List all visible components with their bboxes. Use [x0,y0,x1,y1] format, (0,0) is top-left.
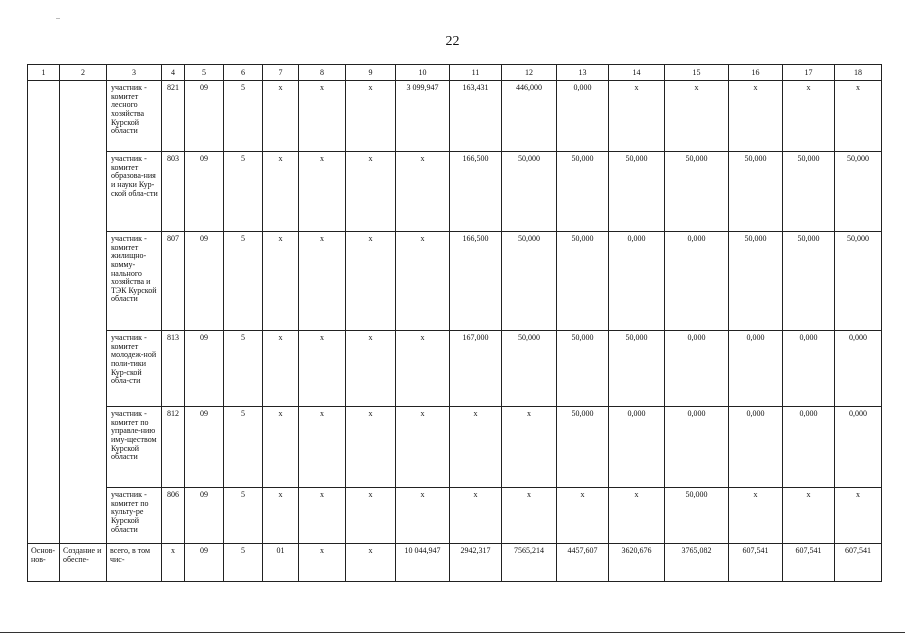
table-cell: 50,000 [665,152,729,232]
merged-col-1 [28,81,60,544]
table-cell: 09 [185,232,224,331]
column-header-3: 3 [107,65,162,81]
total-row [28,544,882,582]
participant-label: участник - комитет по управле-нию иму-ществом Курской области [107,407,162,488]
table-cell: х [299,331,346,407]
merged-col-2 [60,81,107,544]
table-cell: 0,000 [729,331,783,407]
table-cell: 50,000 [729,152,783,232]
table-cell: х [396,331,450,407]
table-cell: 806 [162,488,185,544]
table-cell: 50,000 [609,331,665,407]
column-header-13: 13 [557,65,609,81]
column-header-2: 2 [60,65,107,81]
table-row [28,81,882,152]
participant-label: участник - комитет молодеж-ной поли-тики Кур-ской обла-сти [107,331,162,407]
table-cell: 09 [185,544,224,582]
table-cell: х [835,81,882,152]
table-cell: 50,000 [557,331,609,407]
column-header-15: 15 [665,65,729,81]
table-cell: х [299,232,346,331]
column-header-14: 14 [609,65,665,81]
table-cell: 0,000 [665,232,729,331]
table-cell: х [396,488,450,544]
table-cell: х [783,81,835,152]
table-cell: 09 [185,81,224,152]
budget-table [27,64,882,582]
table-cell: 3620,676 [609,544,665,582]
table-cell: х [299,152,346,232]
total-row-col1: Основ-нов- [28,544,60,582]
column-header-5: 5 [185,65,224,81]
table-cell: х [299,81,346,152]
table-cell: 0,000 [557,81,609,152]
table-cell: 166,500 [450,232,502,331]
total-row-col2: Создание и обеспе- [60,544,107,582]
table-cell: 5 [224,81,263,152]
table-cell: х [346,232,396,331]
table-cell: 01 [263,544,299,582]
table-cell: х [346,152,396,232]
table-cell: х [263,488,299,544]
table-cell: х [346,544,396,582]
table-cell: 0,000 [783,331,835,407]
table-row [28,407,882,488]
table-cell: х [557,488,609,544]
table-cell: 5 [224,544,263,582]
table-cell: 163,431 [450,81,502,152]
column-header-1: 1 [28,65,60,81]
table-cell: 50,000 [783,232,835,331]
table-cell: 821 [162,81,185,152]
table-cell: 5 [224,232,263,331]
table-cell: 50,000 [502,152,557,232]
table-cell: х [665,81,729,152]
table-cell: х [396,232,450,331]
table-cell: 0,000 [835,331,882,407]
table-cell: 0,000 [729,407,783,488]
table-cell: х [450,407,502,488]
table-cell: 09 [185,331,224,407]
table-cell: 607,541 [729,544,783,582]
page-number: 22 [445,34,460,49]
participant-label: участник - комитет по культу-ре Курской области [107,488,162,544]
bottom-rule [0,632,905,633]
table-cell: х [299,488,346,544]
table-cell: 446,000 [502,81,557,152]
table-cell: 607,541 [835,544,882,582]
table-cell: 09 [185,152,224,232]
table-cell: 3 099,947 [396,81,450,152]
table-cell: 09 [185,488,224,544]
table-cell: 50,000 [557,152,609,232]
table-cell: 5 [224,331,263,407]
table-cell: х [263,232,299,331]
table-cell: 10 044,947 [396,544,450,582]
table-cell: 2942,317 [450,544,502,582]
column-header-11: 11 [450,65,502,81]
table-cell: х [263,331,299,407]
table-cell: 7565,214 [502,544,557,582]
column-header-18: 18 [835,65,882,81]
table-cell: 5 [224,152,263,232]
table-cell: 813 [162,331,185,407]
participant-label: участник - комитет образова-ния и науки Кур-ской обла-сти [107,152,162,232]
column-header-16: 16 [729,65,783,81]
table-cell: 5 [224,407,263,488]
table-cell: х [263,81,299,152]
table-cell: х [609,81,665,152]
table-cell: 607,541 [783,544,835,582]
table-cell: х [346,81,396,152]
column-header-8: 8 [299,65,346,81]
table-cell: х [729,488,783,544]
table-cell: 50,000 [609,152,665,232]
table-cell: х [783,488,835,544]
table-cell: 50,000 [557,232,609,331]
table-cell: 0,000 [609,232,665,331]
table-cell: х [835,488,882,544]
table-row [28,232,882,331]
table-cell: х [299,544,346,582]
table-cell: 4457,607 [557,544,609,582]
table-cell: х [729,81,783,152]
table-cell: х [263,407,299,488]
table-cell: х [450,488,502,544]
table-row [28,331,882,407]
table-cell: х [502,407,557,488]
table-cell: 3765,082 [665,544,729,582]
table-cell: 5 [224,488,263,544]
table-cell: 167,000 [450,331,502,407]
table-cell: 0,000 [835,407,882,488]
table-cell: 50,000 [835,152,882,232]
column-number-row [28,65,882,81]
column-header-9: 9 [346,65,396,81]
column-header-12: 12 [502,65,557,81]
column-header-7: 7 [263,65,299,81]
table-cell: 803 [162,152,185,232]
scan-mark [56,18,60,19]
table-cell: х [162,544,185,582]
table-cell: х [609,488,665,544]
table-cell: 50,000 [729,232,783,331]
table-cell: х [396,407,450,488]
table-cell: 50,000 [665,488,729,544]
total-row-col3: всего, в том чис- [107,544,162,582]
table-cell: х [299,407,346,488]
column-header-10: 10 [396,65,450,81]
table-cell: 166,500 [450,152,502,232]
table-cell: х [502,488,557,544]
table-cell: 50,000 [783,152,835,232]
table-cell: х [346,488,396,544]
table-cell: 50,000 [502,232,557,331]
table-cell: 50,000 [502,331,557,407]
column-header-6: 6 [224,65,263,81]
table-cell: 0,000 [665,331,729,407]
table-cell: 0,000 [665,407,729,488]
table-cell: 09 [185,407,224,488]
table-cell: 50,000 [557,407,609,488]
column-header-17: 17 [783,65,835,81]
table-row [28,152,882,232]
table-cell: х [396,152,450,232]
table-cell: 0,000 [609,407,665,488]
column-header-4: 4 [162,65,185,81]
table-cell: х [346,331,396,407]
table-row [28,488,882,544]
table-cell: 812 [162,407,185,488]
table-cell: х [346,407,396,488]
table-cell: х [263,152,299,232]
table-cell: 0,000 [783,407,835,488]
participant-label: участник - комитет жилищно-комму-нального хозяйства и ТЭК Курской области [107,232,162,331]
table-cell: 50,000 [835,232,882,331]
participant-label: участник - комитет лесного хозяйства Курской области [107,81,162,152]
table-cell: 807 [162,232,185,331]
